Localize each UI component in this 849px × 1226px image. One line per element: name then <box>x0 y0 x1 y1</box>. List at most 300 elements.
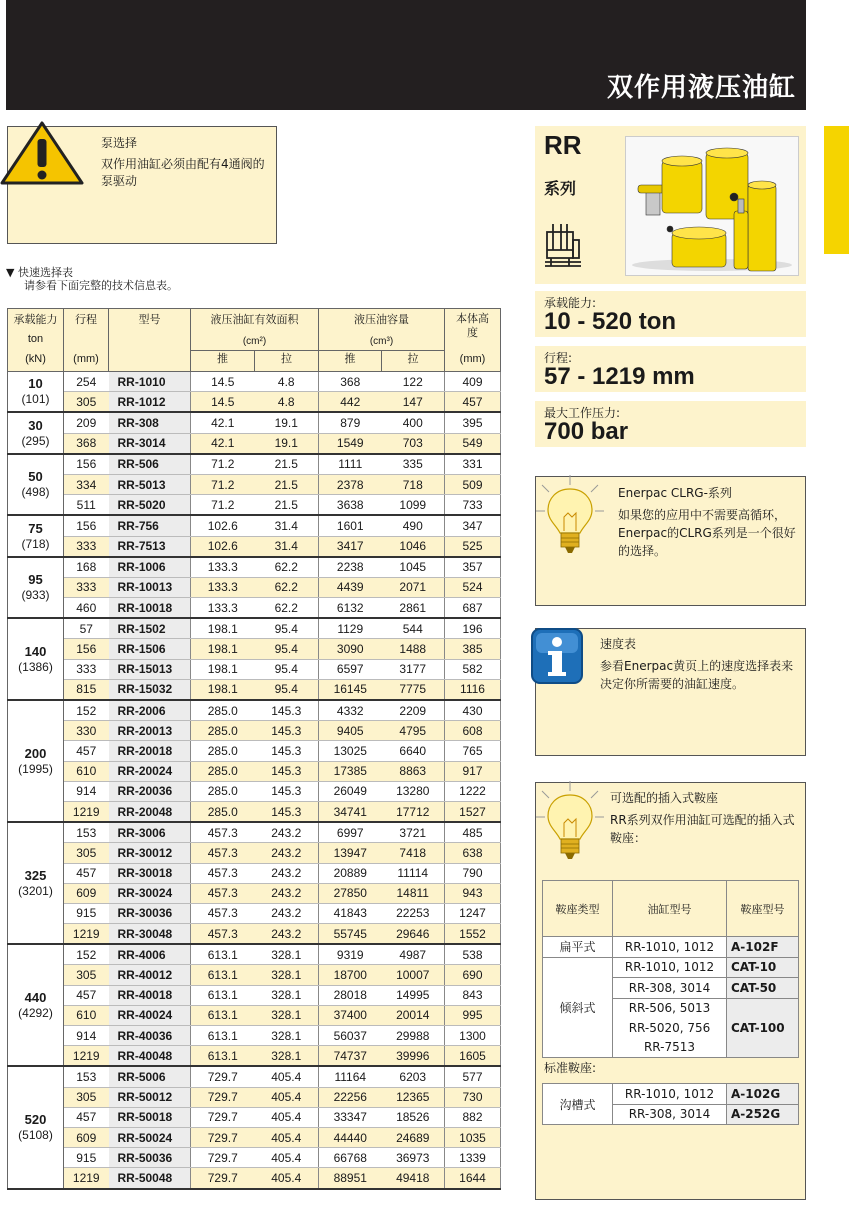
table-row <box>8 741 501 761</box>
volume-pull-cell: 2209 <box>382 700 445 721</box>
volume-pull-cell: 24689 <box>382 1127 445 1147</box>
height-cell: 1116 <box>445 679 501 700</box>
capacity-cell <box>8 515 64 556</box>
capacity-cell <box>8 944 64 1066</box>
height-cell: 1339 <box>445 1148 501 1168</box>
area-pull-cell: 405.4 <box>255 1087 319 1107</box>
saddle-header-model: 鞍座型号 <box>727 881 799 937</box>
volume-pull-cell: 12365 <box>382 1087 445 1107</box>
volume-pull-cell: 13280 <box>382 781 445 801</box>
height-cell: 485 <box>445 822 501 843</box>
area-push-cell: 14.5 <box>191 392 255 413</box>
model-cell: RR-30018 <box>109 863 191 883</box>
area-pull-cell: 62.2 <box>255 577 319 597</box>
area-push-cell: 198.1 <box>191 659 255 679</box>
capacity-ton: 440 <box>24 989 47 1005</box>
volume-push-cell: 1601 <box>319 515 382 536</box>
capacity-cell <box>8 822 64 944</box>
table-row <box>8 822 501 843</box>
area-push-cell: 71.2 <box>191 454 255 475</box>
spec-card-capacity <box>535 291 806 337</box>
area-pull-cell: 31.4 <box>255 536 319 557</box>
volume-pull-cell: 7418 <box>382 843 445 863</box>
section-tab-marker <box>824 126 849 254</box>
table-row <box>8 659 501 679</box>
height-cell: 1552 <box>445 924 501 945</box>
capacity-value: 10 - 520 ton <box>544 308 677 335</box>
height-cell: 538 <box>445 944 501 965</box>
area-push-cell: 133.3 <box>191 557 255 578</box>
cylinder-type-icon <box>543 222 583 270</box>
capacity-ton: 140 <box>24 643 47 659</box>
saddle-cylinder: RR-1010, 1012 <box>613 1084 727 1105</box>
height-cell: 730 <box>445 1087 501 1107</box>
area-pull-cell: 328.1 <box>255 985 319 1005</box>
capacity-ton: 200 <box>24 745 47 761</box>
volume-pull-cell: 14995 <box>382 985 445 1005</box>
stroke-cell: 457 <box>64 741 109 761</box>
table-row <box>8 903 501 923</box>
model-cell: RR-506 <box>109 454 191 475</box>
area-pull-cell: 21.5 <box>255 454 319 475</box>
model-cell: RR-50048 <box>109 1168 191 1189</box>
volume-pull-cell: 18526 <box>382 1107 445 1127</box>
area-push-cell: 198.1 <box>191 679 255 700</box>
area-push-cell: 42.1 <box>191 433 255 454</box>
model-cell: RR-5013 <box>109 474 191 494</box>
table-row <box>8 863 501 883</box>
table-row <box>8 679 501 700</box>
area-push-cell: 285.0 <box>191 781 255 801</box>
area-push-cell: 613.1 <box>191 985 255 1005</box>
height-cell: 733 <box>445 495 501 516</box>
area-pull-cell: 145.3 <box>255 781 319 801</box>
height-cell: 882 <box>445 1107 501 1127</box>
model-cell: RR-5006 <box>109 1066 191 1087</box>
model-cell: RR-3006 <box>109 822 191 843</box>
table-row <box>8 1087 501 1107</box>
table-row <box>8 639 501 659</box>
model-cell: RR-50024 <box>109 1127 191 1147</box>
stroke-cell: 156 <box>64 515 109 536</box>
volume-pull-cell: 49418 <box>382 1168 445 1189</box>
height-cell: 430 <box>445 700 501 721</box>
area-push-cell: 729.7 <box>191 1127 255 1147</box>
volume-pull-cell: 7775 <box>382 679 445 700</box>
saddle-cylinder: RR-308, 3014 <box>613 1104 727 1125</box>
lightbulb-icon <box>534 473 608 559</box>
area-pull-cell: 405.4 <box>255 1066 319 1087</box>
saddle-cylinder: RR-7513 <box>613 1038 727 1058</box>
volume-push-cell: 33347 <box>319 1107 382 1127</box>
header-volume-pull: 拉 <box>382 351 445 372</box>
volume-push-cell: 56037 <box>319 1026 382 1046</box>
area-push-cell: 285.0 <box>191 741 255 761</box>
volume-push-cell: 16145 <box>319 679 382 700</box>
spec-card-stroke <box>535 346 806 392</box>
height-cell: 347 <box>445 515 501 536</box>
stroke-label: 行程: <box>544 351 573 365</box>
model-cell: RR-20018 <box>109 741 191 761</box>
volume-pull-cell: 703 <box>382 433 445 454</box>
area-push-cell: 285.0 <box>191 801 255 822</box>
lightbulb-icon <box>534 779 608 865</box>
capacity-ton: 520 <box>24 1111 47 1127</box>
volume-push-cell: 6132 <box>319 598 382 619</box>
height-cell: 687 <box>445 598 501 619</box>
standard-saddle-table <box>542 1083 799 1125</box>
area-pull-cell: 62.2 <box>255 598 319 619</box>
volume-push-cell: 13947 <box>319 843 382 863</box>
model-cell: RR-3014 <box>109 433 191 454</box>
stroke-cell: 609 <box>64 883 109 903</box>
area-push-cell: 285.0 <box>191 700 255 721</box>
area-pull-cell: 4.8 <box>255 392 319 413</box>
model-cell: RR-5020 <box>109 495 191 516</box>
height-cell: 509 <box>445 474 501 494</box>
stroke-cell: 914 <box>64 781 109 801</box>
volume-push-cell: 3417 <box>319 536 382 557</box>
area-push-cell: 198.1 <box>191 618 255 639</box>
model-cell: RR-15032 <box>109 679 191 700</box>
area-pull-cell: 21.5 <box>255 474 319 494</box>
area-push-cell: 613.1 <box>191 1005 255 1025</box>
stroke-cell: 209 <box>64 412 109 433</box>
header-area-pull: 拉 <box>255 351 319 372</box>
volume-pull-cell: 29646 <box>382 924 445 945</box>
area-pull-cell: 145.3 <box>255 741 319 761</box>
area-push-cell: 14.5 <box>191 372 255 392</box>
area-push-cell: 457.3 <box>191 883 255 903</box>
saddle-model: A-102G <box>727 1084 799 1105</box>
height-cell: 395 <box>445 412 501 433</box>
capacity-kn: (4292) <box>18 1005 53 1020</box>
area-push-cell: 729.7 <box>191 1107 255 1127</box>
spec-table <box>7 308 501 1190</box>
height-cell: 690 <box>445 965 501 985</box>
volume-pull-cell: 1045 <box>382 557 445 578</box>
saddle-cylinder: RR-1010, 1012 <box>613 957 727 978</box>
model-cell: RR-30012 <box>109 843 191 863</box>
table-row <box>8 515 501 536</box>
volume-pull-cell: 3721 <box>382 822 445 843</box>
stroke-cell: 333 <box>64 536 109 557</box>
saddle-model: CAT-50 <box>727 978 799 999</box>
table-row <box>8 1148 501 1168</box>
volume-push-cell: 2378 <box>319 474 382 494</box>
header-capacity: 承载能力 ton (kN) <box>8 309 64 372</box>
volume-push-cell: 26049 <box>319 781 382 801</box>
model-cell: RR-50012 <box>109 1087 191 1107</box>
volume-push-cell: 66768 <box>319 1148 382 1168</box>
saddle-table <box>542 880 799 1058</box>
volume-pull-cell: 490 <box>382 515 445 536</box>
height-cell: 331 <box>445 454 501 475</box>
model-cell: RR-1006 <box>109 557 191 578</box>
area-push-cell: 133.3 <box>191 598 255 619</box>
capacity-cell <box>8 618 64 700</box>
volume-pull-cell: 122 <box>382 372 445 392</box>
height-cell: 1035 <box>445 1127 501 1147</box>
spec-card-pressure <box>535 401 806 447</box>
stroke-cell: 915 <box>64 1148 109 1168</box>
table-row <box>8 721 501 741</box>
stroke-cell: 305 <box>64 843 109 863</box>
area-pull-cell: 328.1 <box>255 1005 319 1025</box>
volume-pull-cell: 4795 <box>382 721 445 741</box>
table-row <box>8 924 501 945</box>
model-cell: RR-1502 <box>109 618 191 639</box>
height-cell: 1222 <box>445 781 501 801</box>
table-row <box>8 392 501 413</box>
volume-pull-cell: 6203 <box>382 1066 445 1087</box>
speed-tip-title: 速度表 <box>600 637 637 651</box>
pump-selection-note <box>7 126 277 244</box>
table-row <box>8 557 501 578</box>
stroke-cell: 152 <box>64 944 109 965</box>
volume-push-cell: 37400 <box>319 1005 382 1025</box>
area-pull-cell: 243.2 <box>255 822 319 843</box>
model-cell: RR-1506 <box>109 639 191 659</box>
area-push-cell: 133.3 <box>191 577 255 597</box>
volume-push-cell: 11164 <box>319 1066 382 1087</box>
area-push-cell: 71.2 <box>191 495 255 516</box>
area-pull-cell: 405.4 <box>255 1168 319 1189</box>
table-row <box>8 801 501 822</box>
volume-pull-cell: 11114 <box>382 863 445 883</box>
warning-icon <box>0 119 84 187</box>
volume-pull-cell: 39996 <box>382 1046 445 1067</box>
capacity-cell <box>8 1066 64 1188</box>
area-push-cell: 457.3 <box>191 924 255 945</box>
area-push-cell: 613.1 <box>191 965 255 985</box>
area-pull-cell: 145.3 <box>255 700 319 721</box>
area-push-cell: 729.7 <box>191 1148 255 1168</box>
capacity-label: 承载能力: <box>544 296 597 310</box>
model-cell: RR-4006 <box>109 944 191 965</box>
speed-tip-text: 参看Enerpac黄页上的速度选择表来决定你所需要的油缸速度。 <box>600 659 794 691</box>
table-row <box>8 618 501 639</box>
area-pull-cell: 405.4 <box>255 1148 319 1168</box>
area-pull-cell: 145.3 <box>255 801 319 822</box>
saddle-model: CAT-10 <box>727 957 799 978</box>
height-cell: 582 <box>445 659 501 679</box>
volume-pull-cell: 3177 <box>382 659 445 679</box>
volume-pull-cell: 147 <box>382 392 445 413</box>
height-cell: 457 <box>445 392 501 413</box>
stroke-value: 57 - 1219 mm <box>544 363 695 390</box>
quick-select-subtitle: 请参看下面完整的技术信息表。 <box>24 279 178 292</box>
model-cell: RR-756 <box>109 515 191 536</box>
volume-pull-cell: 6640 <box>382 741 445 761</box>
volume-push-cell: 27850 <box>319 883 382 903</box>
model-cell: RR-10018 <box>109 598 191 619</box>
capacity-kn: (295) <box>21 433 50 448</box>
area-push-cell: 457.3 <box>191 843 255 863</box>
table-row <box>8 1005 501 1025</box>
capacity-ton: 10 <box>28 376 43 392</box>
stroke-cell: 610 <box>64 1005 109 1025</box>
capacity-ton: 75 <box>28 520 43 536</box>
table-row <box>8 412 501 433</box>
clrg-tip-box <box>535 476 806 606</box>
volume-pull-cell: 14811 <box>382 883 445 903</box>
area-push-cell: 102.6 <box>191 536 255 557</box>
volume-push-cell: 1549 <box>319 433 382 454</box>
model-cell: RR-40036 <box>109 1026 191 1046</box>
area-pull-cell: 19.1 <box>255 433 319 454</box>
volume-push-cell: 13025 <box>319 741 382 761</box>
speed-tip-box <box>535 628 806 756</box>
saddle-cylinder: RR-5020, 756 <box>613 1018 727 1038</box>
header-volume-push: 推 <box>319 351 382 372</box>
volume-pull-cell: 718 <box>382 474 445 494</box>
quick-select-heading <box>6 266 178 292</box>
model-cell: RR-40048 <box>109 1046 191 1067</box>
stroke-cell: 368 <box>64 433 109 454</box>
model-cell: RR-10013 <box>109 577 191 597</box>
stroke-cell: 460 <box>64 598 109 619</box>
volume-push-cell: 1129 <box>319 618 382 639</box>
volume-pull-cell: 10007 <box>382 965 445 985</box>
area-pull-cell: 95.4 <box>255 679 319 700</box>
pump-note-title: 泵选择 <box>101 136 138 150</box>
header-height: 本体高度 (mm) <box>445 309 501 372</box>
volume-pull-cell: 1099 <box>382 495 445 516</box>
stroke-cell: 333 <box>64 577 109 597</box>
capacity-kn: (1386) <box>18 659 53 674</box>
clrg-tip-text: 如果您的应用中不需要高循环，Enerpac的CLRG系列是一个很好的选择。 <box>618 508 796 558</box>
area-pull-cell: 243.2 <box>255 903 319 923</box>
volume-pull-cell: 22253 <box>382 903 445 923</box>
table-row <box>8 843 501 863</box>
area-push-cell: 729.7 <box>191 1066 255 1087</box>
capacity-kn: (101) <box>21 392 50 407</box>
volume-pull-cell: 29988 <box>382 1026 445 1046</box>
volume-pull-cell: 2071 <box>382 577 445 597</box>
stroke-cell: 254 <box>64 372 109 392</box>
header-model: 型号 <box>109 309 191 372</box>
model-cell: RR-20013 <box>109 721 191 741</box>
table-row <box>8 1066 501 1087</box>
height-cell: 524 <box>445 577 501 597</box>
height-cell: 525 <box>445 536 501 557</box>
stroke-cell: 914 <box>64 1026 109 1046</box>
table-row <box>8 474 501 494</box>
header-area-push: 推 <box>191 351 255 372</box>
stroke-cell: 305 <box>64 965 109 985</box>
table-row <box>8 944 501 965</box>
capacity-ton: 50 <box>28 469 43 485</box>
area-pull-cell: 328.1 <box>255 1046 319 1067</box>
model-cell: RR-7513 <box>109 536 191 557</box>
volume-push-cell: 6997 <box>319 822 382 843</box>
height-cell: 1605 <box>445 1046 501 1067</box>
area-pull-cell: 145.3 <box>255 721 319 741</box>
height-cell: 1300 <box>445 1026 501 1046</box>
stroke-cell: 610 <box>64 761 109 781</box>
area-pull-cell: 21.5 <box>255 495 319 516</box>
area-pull-cell: 95.4 <box>255 618 319 639</box>
volume-push-cell: 4332 <box>319 700 382 721</box>
table-row <box>8 700 501 721</box>
volume-pull-cell: 544 <box>382 618 445 639</box>
area-pull-cell: 328.1 <box>255 965 319 985</box>
volume-pull-cell: 36973 <box>382 1148 445 1168</box>
stroke-cell: 915 <box>64 903 109 923</box>
model-cell: RR-2006 <box>109 700 191 721</box>
stroke-cell: 153 <box>64 1066 109 1087</box>
volume-push-cell: 44440 <box>319 1127 382 1147</box>
height-cell: 385 <box>445 639 501 659</box>
area-pull-cell: 62.2 <box>255 557 319 578</box>
area-pull-cell: 328.1 <box>255 944 319 965</box>
volume-push-cell: 22256 <box>319 1087 382 1107</box>
volume-pull-cell: 1488 <box>382 639 445 659</box>
height-cell: 843 <box>445 985 501 1005</box>
height-cell: 943 <box>445 883 501 903</box>
area-push-cell: 71.2 <box>191 474 255 494</box>
volume-push-cell: 1111 <box>319 454 382 475</box>
stroke-cell: 156 <box>64 454 109 475</box>
capacity-cell <box>8 557 64 619</box>
capacity-ton: 325 <box>24 867 47 883</box>
volume-pull-cell: 8863 <box>382 761 445 781</box>
capacity-cell <box>8 700 64 822</box>
table-row <box>8 985 501 1005</box>
stroke-cell: 815 <box>64 679 109 700</box>
stroke-cell: 156 <box>64 639 109 659</box>
series-label: 系列 <box>544 179 577 198</box>
standard-saddle-title: 标准鞍座: <box>544 1061 597 1075</box>
capacity-kn: (5108) <box>18 1127 53 1142</box>
series-box <box>535 126 806 284</box>
stroke-cell: 457 <box>64 985 109 1005</box>
model-cell: RR-20036 <box>109 781 191 801</box>
stroke-cell: 153 <box>64 822 109 843</box>
capacity-kn: (933) <box>21 587 50 602</box>
saddle-type-flat: 扁平式 <box>543 937 613 958</box>
table-row <box>8 1127 501 1147</box>
product-photo <box>625 136 799 276</box>
info-icon <box>528 625 586 689</box>
volume-push-cell: 74737 <box>319 1046 382 1067</box>
pressure-label: 最大工作压力: <box>544 406 621 420</box>
saddle-cylinder: RR-308, 3014 <box>613 978 727 999</box>
height-cell: 1247 <box>445 903 501 923</box>
area-pull-cell: 243.2 <box>255 924 319 945</box>
pump-note-text: 双作用油缸必须由配有4通阀的泵驱动 <box>101 157 265 188</box>
table-row <box>8 761 501 781</box>
table-row <box>8 372 501 392</box>
saddle-type-tilt: 倾斜式 <box>543 957 613 1058</box>
stroke-cell: 1219 <box>64 1046 109 1067</box>
table-row <box>8 1026 501 1046</box>
model-cell: RR-30048 <box>109 924 191 945</box>
volume-pull-cell: 335 <box>382 454 445 475</box>
capacity-kn: (498) <box>21 485 50 500</box>
saddle-cylinder: RR-506, 5013 <box>613 998 727 1018</box>
volume-push-cell: 879 <box>319 412 382 433</box>
model-cell: RR-40024 <box>109 1005 191 1025</box>
volume-push-cell: 3638 <box>319 495 382 516</box>
stroke-cell: 457 <box>64 863 109 883</box>
model-cell: RR-1012 <box>109 392 191 413</box>
capacity-cell <box>8 372 64 413</box>
height-cell: 917 <box>445 761 501 781</box>
area-push-cell: 613.1 <box>191 1046 255 1067</box>
volume-pull-cell: 4987 <box>382 944 445 965</box>
